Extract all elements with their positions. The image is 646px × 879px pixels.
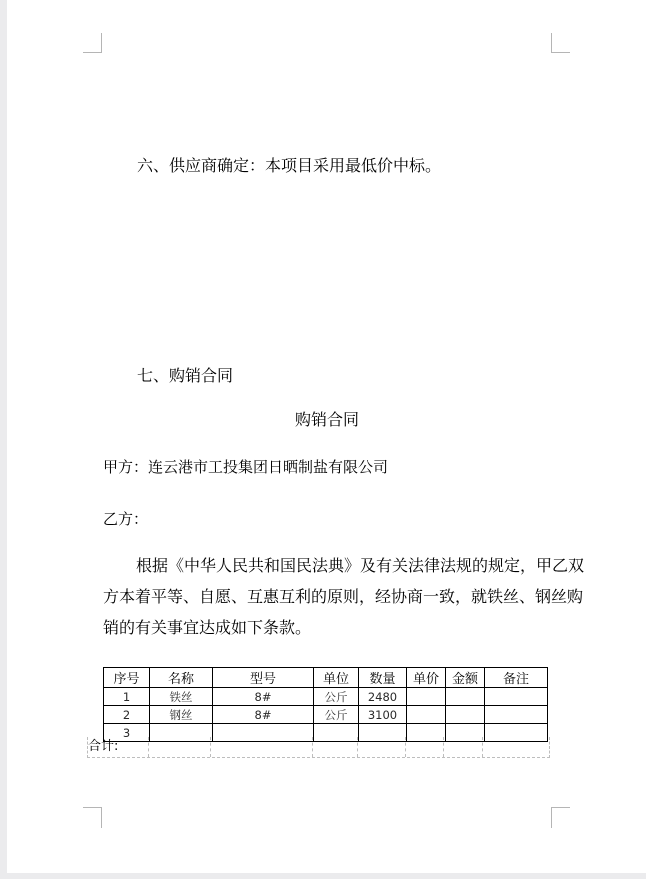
contract-title: 购销合同 <box>294 410 359 429</box>
goods-table-header-row <box>104 668 548 688</box>
table-row <box>104 688 548 706</box>
total-remarks-cell <box>483 737 549 757</box>
cell-unit-price <box>407 688 446 706</box>
cell-name: 铁丝 <box>150 688 213 706</box>
clause-paragraph-line-2: 方本着平等、自愿、互惠互利的原则，经协商一致，就铁丝、钢丝购 <box>103 587 584 606</box>
section-6-heading: 六、供应商确定：本项目采用最低价中标。 <box>137 156 442 175</box>
table-row <box>104 706 548 724</box>
total-name-cell <box>149 737 212 757</box>
margin-mark-bottom-left-icon <box>83 807 102 828</box>
total-quantity-cell <box>358 737 406 757</box>
cell-model: 8# <box>213 688 314 706</box>
goods-table <box>103 667 548 742</box>
cell-model: 8# <box>213 706 314 724</box>
clause-paragraph-line-1: 根据《中华人民共和国民法典》及有关法律法规的规定，甲乙双 <box>136 556 585 575</box>
cell-unit-price <box>407 706 446 724</box>
section-7-heading: 七、购销合同 <box>137 366 234 385</box>
party-b-line: 乙方： <box>103 510 149 528</box>
cell-index: 3 <box>104 724 150 742</box>
goods-table-total-row <box>87 737 550 758</box>
col-header-amount: 金额 <box>446 668 485 688</box>
cell-index: 1 <box>104 688 150 706</box>
col-header-name: 名称 <box>150 668 213 688</box>
col-header-quantity: 数量 <box>359 668 407 688</box>
cell-name: 钢丝 <box>150 706 213 724</box>
col-header-model: 型号 <box>213 668 314 688</box>
total-label: 合计: <box>88 737 149 757</box>
col-header-remarks: 备注 <box>485 668 548 688</box>
cell-amount <box>446 706 485 724</box>
col-header-index: 序号 <box>104 668 150 688</box>
cell-index: 2 <box>104 706 150 724</box>
cell-unit: 公斤 <box>314 706 359 724</box>
cell-unit: 公斤 <box>314 688 359 706</box>
cell-quantity: 2480 <box>359 688 407 706</box>
cell-remarks <box>485 688 548 706</box>
total-amount-cell <box>444 737 483 757</box>
col-header-unit: 单位 <box>314 668 359 688</box>
cell-amount <box>446 688 485 706</box>
margin-mark-top-right-icon <box>551 33 570 53</box>
total-model-cell <box>211 737 313 757</box>
margin-mark-bottom-right-icon <box>551 807 570 828</box>
cell-remarks <box>485 706 548 724</box>
total-unit-cell <box>313 737 358 757</box>
total-unit-price-cell <box>406 737 445 757</box>
cell-quantity: 3100 <box>359 706 407 724</box>
clause-paragraph-line-3: 销的有关事宜达成如下条款。 <box>103 618 312 637</box>
col-header-unit-price: 单价 <box>407 668 446 688</box>
party-a-line: 甲方：连云港市工投集团日晒制盐有限公司 <box>103 458 389 476</box>
document-page <box>7 0 646 873</box>
margin-mark-top-left-icon <box>83 33 102 53</box>
